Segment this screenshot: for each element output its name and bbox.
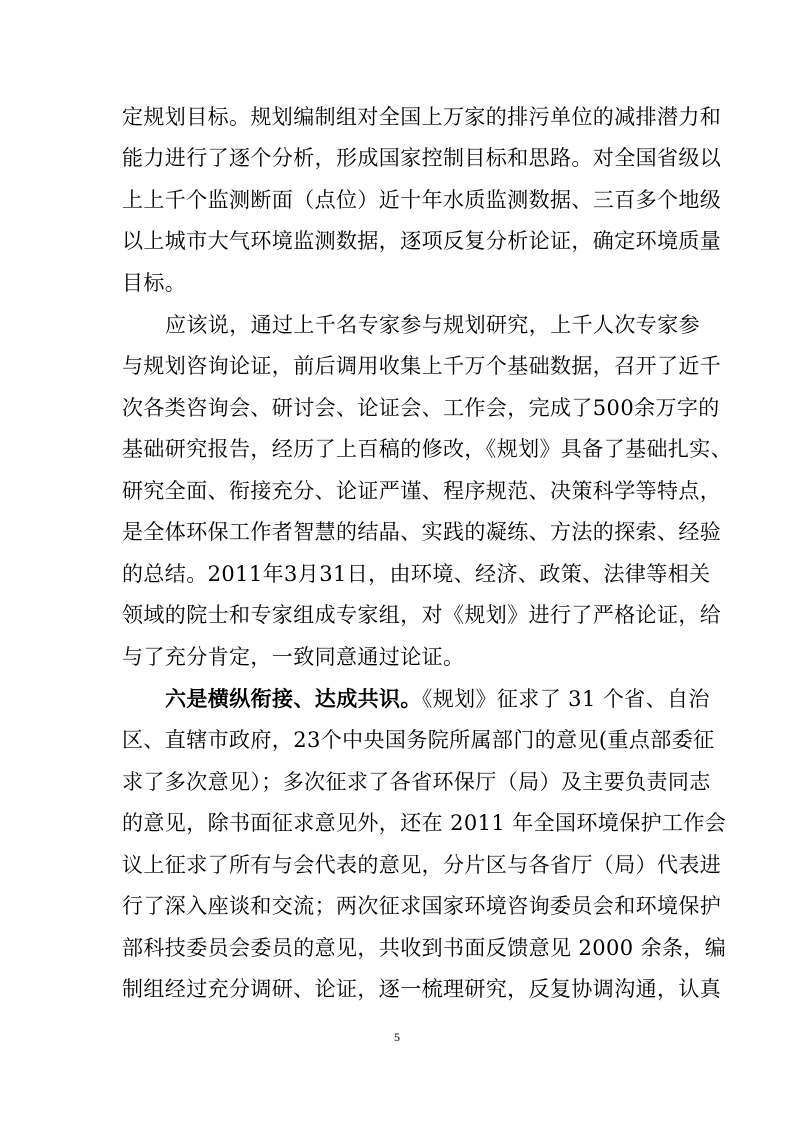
text-line: 目标。 xyxy=(122,271,187,295)
text-line: 与规划咨询论证，前后调用收集上千万个基础数据，召开了近千 xyxy=(122,354,722,378)
text-line: 基础研究报告，经历了上百稿的修改，《规划》具备了基础扎实、 xyxy=(122,437,733,461)
text-line: 行了深入座谈和交流；两次征求国家环境咨询委员会和环境保护 xyxy=(122,894,722,918)
text-line: 能力进行了逐个分析，形成国家控制目标和思路。对全国省级以 xyxy=(122,146,722,170)
text-line: 部科技委员会委员的意见，共收到书面反馈意见 2000 余条，编 xyxy=(122,936,727,960)
text-line xyxy=(165,686,710,712)
text-line: 上上千个监测断面（点位）近十年水质监测数据、三百多个地级 xyxy=(122,188,722,212)
text-run: 《规划》征求了 31 个省、自治 xyxy=(421,687,710,711)
page-number: 5 xyxy=(394,1030,400,1044)
text-line: 研究全面、衔接充分、论证严谨、程序规范、决策科学等特点， xyxy=(122,479,722,503)
text-line: 是全体环保工作者智慧的结晶、实践的凝练、方法的探索、经验 xyxy=(122,520,722,544)
text-line: 区、直辖市政府，23个中央国务院所属部门的意见(重点部委征 xyxy=(122,728,715,752)
text-line: 求了多次意见）；多次征求了各省环保厅（局）及主要负责同志 xyxy=(122,770,711,794)
text-line: 定规划目标。规划编制组对全国上万家的排污单位的减排潜力和 xyxy=(122,105,722,129)
section-heading-inline: 六是横纵衔接、达成共识。 xyxy=(165,686,422,711)
text-line: 次各类咨询会、研讨会、论证会、工作会，完成了500余万字的 xyxy=(122,396,720,420)
text-line: 的意见，除书面征求意见外，还在 2011 年全国环境保护工作会 xyxy=(122,811,727,835)
text-line: 以上城市大气环境监测数据，逐项反复分析论证，确定环境质量 xyxy=(122,229,722,253)
text-line: 与了充分肯定，一致同意通过论证。 xyxy=(122,645,465,669)
text-line: 制组经过充分调研、论证，逐一梳理研究，反复协调沟通，认真 xyxy=(122,977,722,1001)
text-line: 应该说，通过上千名专家参与规划研究，上千人次专家参 xyxy=(165,313,700,337)
text-line: 议上征求了所有与会代表的意见，分片区与各省厅（局）代表进 xyxy=(122,853,722,877)
text-line: 领域的院士和专家组成专家组，对《规划》进行了严格论证，给 xyxy=(122,603,722,627)
text-line: 的总结。2011年3月31日，由环境、经济、政策、法律等相关 xyxy=(122,562,711,586)
